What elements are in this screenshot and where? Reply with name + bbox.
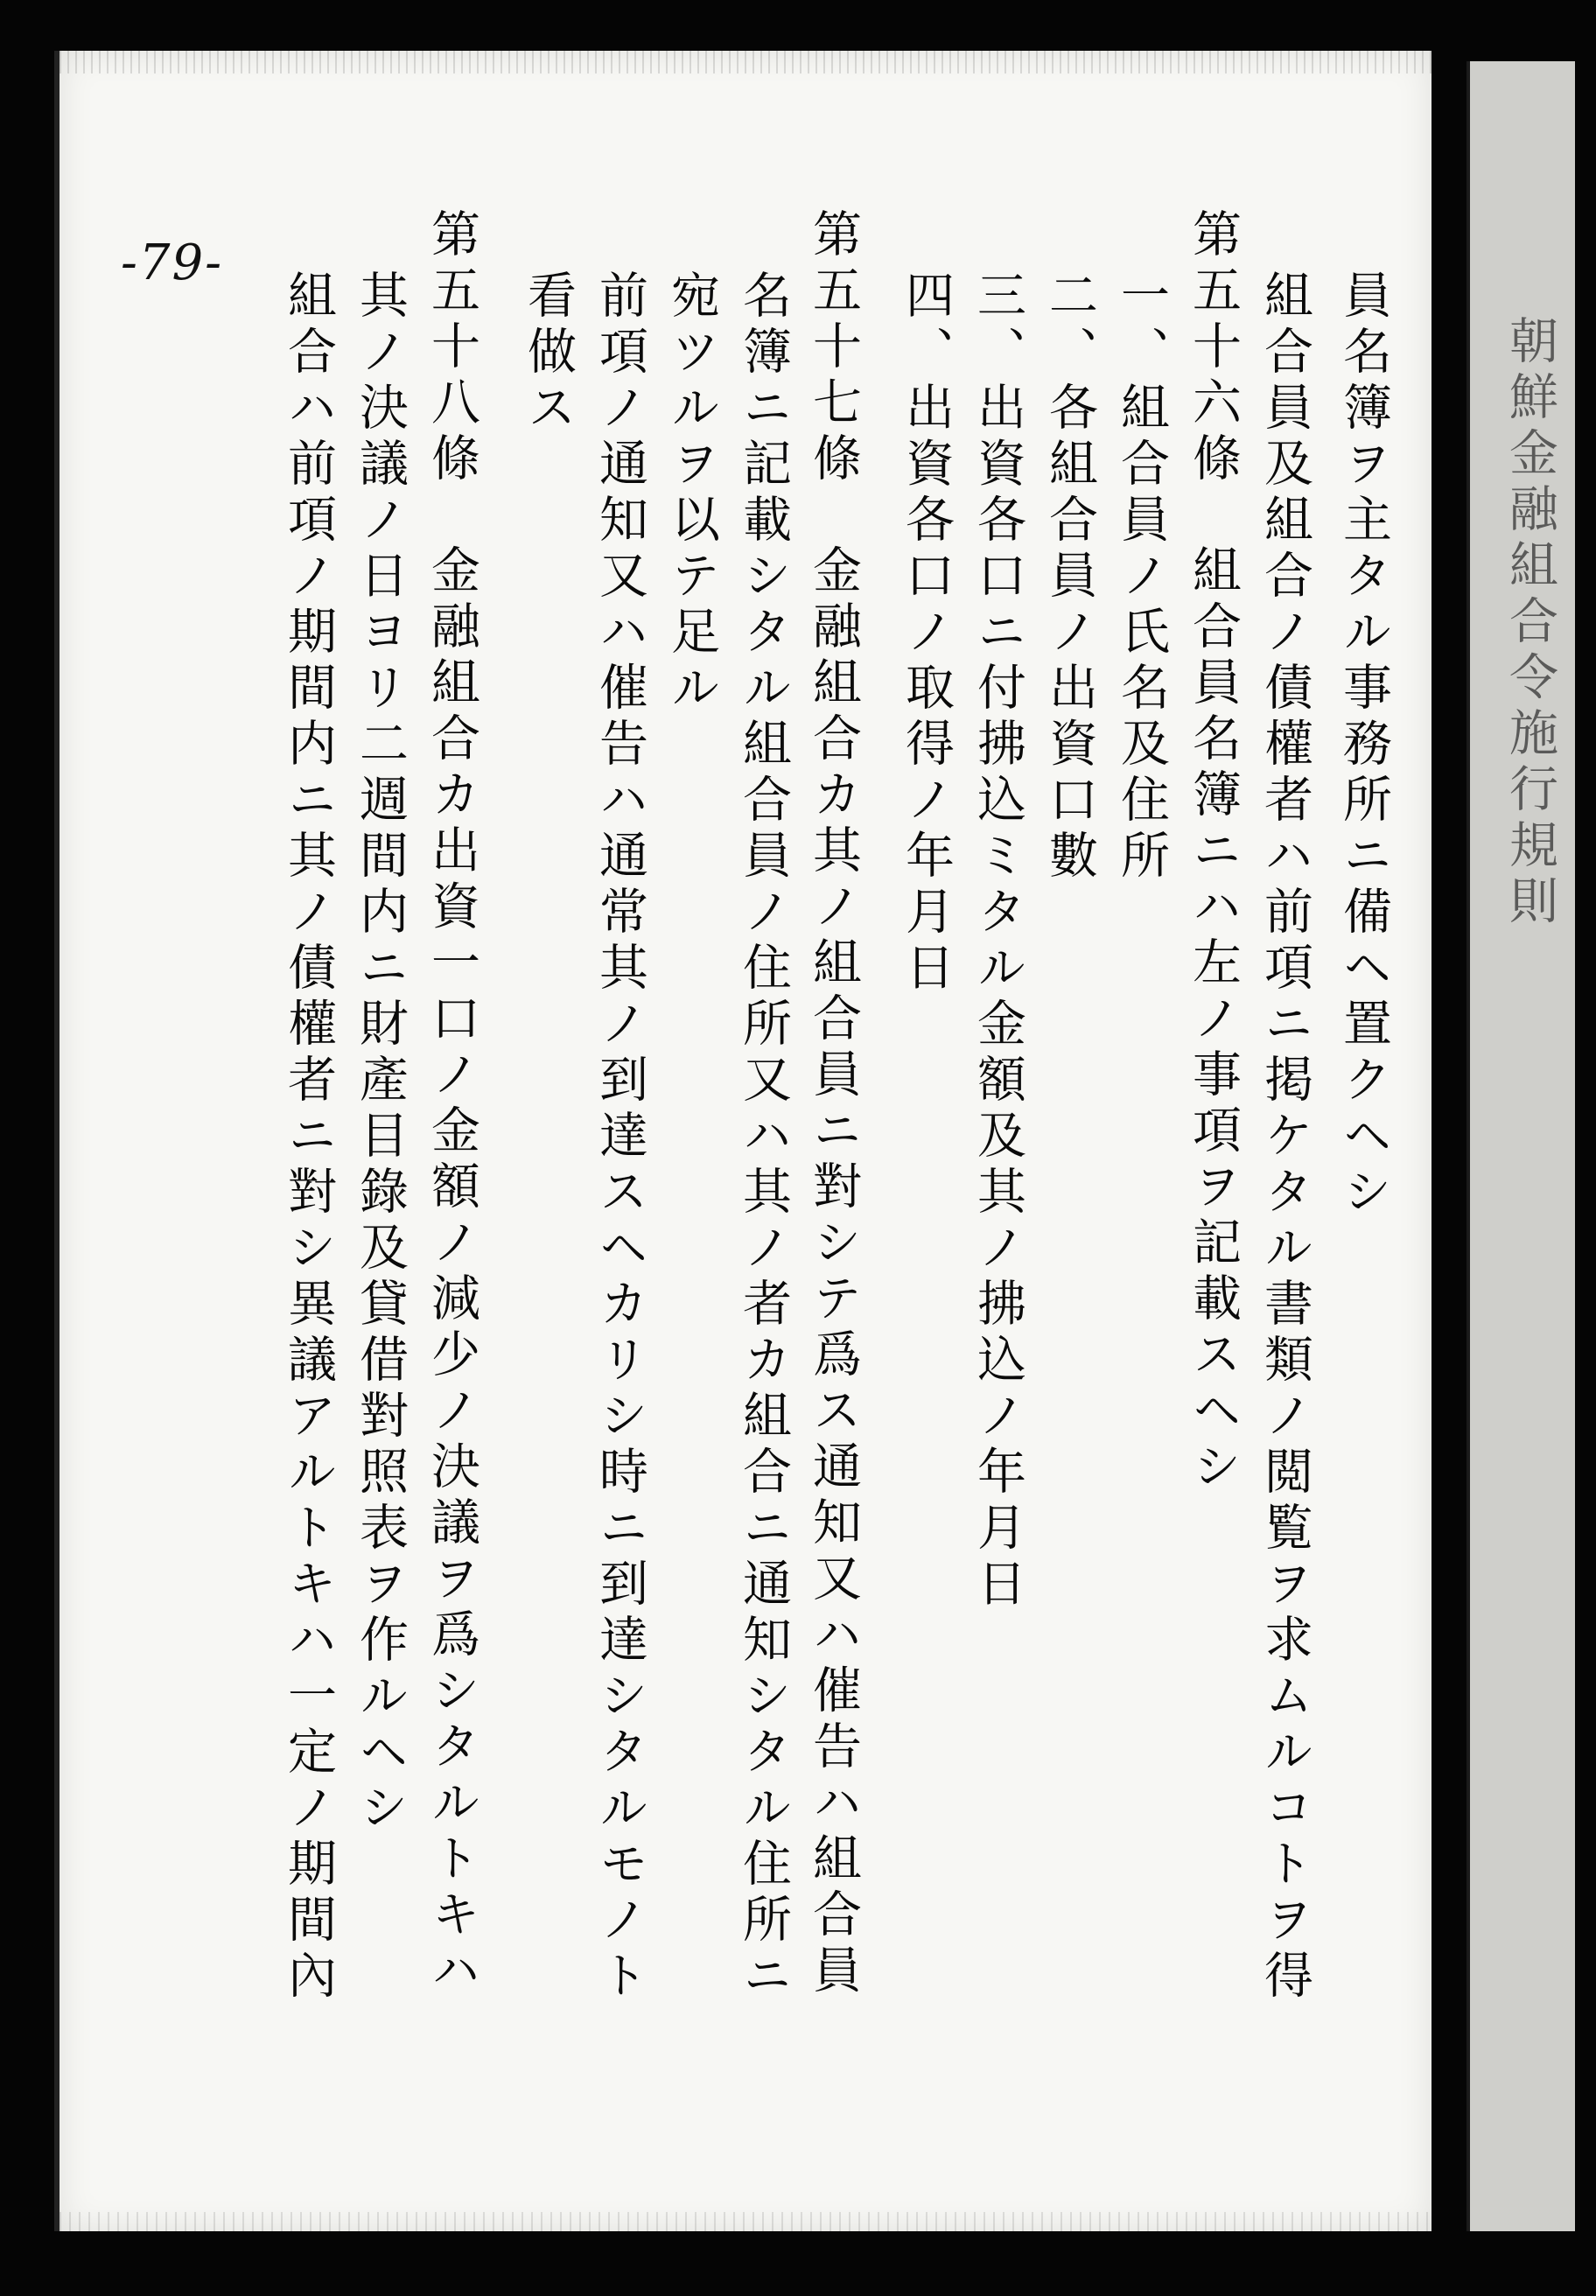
article-56-item-4: 四、出資各口ノ取得ノ年月日 — [898, 270, 955, 998]
text-column-14: 其ノ決議ノ日ヨリ二週間内ニ財產目錄及貸借對照表ヲ作ルヘシ — [352, 270, 409, 1838]
article-56-item-2: 二、各組合員ノ出資口數 — [1041, 270, 1098, 886]
page-number: -79- — [121, 234, 224, 291]
adjacent-page-text: 朝鮮金融組合令施行規則 — [1502, 315, 1558, 931]
text-column-1: 員名簿ヲ主タル事務所ニ備ヘ置クヘシ — [1335, 270, 1392, 1222]
text-column-10: 宛ツルヲ以テ足ル — [663, 270, 720, 718]
article-58-heading: 第五十八條 金融組合カ出資一口ノ金額ノ減少ノ決議ヲ爲シタルトキハ — [424, 208, 480, 2000]
text-column-11: 前項ノ通知又ハ催告ハ通常其ノ到達スヘカリシ時ニ到達シタルモノト — [592, 270, 648, 2006]
adjacent-page-edge — [1466, 61, 1575, 2231]
text-column-15: 組合ハ前項ノ期間内ニ其ノ債權者ニ對シ異議アルトキハ一定ノ期間內 — [280, 270, 337, 2006]
text-column-12: 看做ス — [520, 270, 577, 438]
text-column-9: 名簿ニ記載シタル組合員ノ住所又ハ其ノ者カ組合ニ通知シタル住所ニ — [735, 270, 792, 2006]
article-56-item-3: 三、出資各口ニ付拂込ミタル金額及其ノ拂込ノ年月日 — [970, 270, 1026, 1614]
article-56-item-1: 一、組合員ノ氏名及住所 — [1113, 270, 1170, 886]
article-56-heading: 第五十六條 組合員名簿ニハ左ノ事項ヲ記載スヘシ — [1185, 208, 1242, 1496]
document-page — [54, 51, 1432, 2231]
text-column-2: 組合員及組合ノ債權者ハ前項ニ掲ケタル書類ノ閲覧ヲ求ムルコトヲ得 — [1256, 270, 1313, 2006]
article-57-heading: 第五十七條 金融組合カ其ノ組合員ニ對シテ爲ス通知又ハ催告ハ組合員 — [805, 208, 862, 2000]
